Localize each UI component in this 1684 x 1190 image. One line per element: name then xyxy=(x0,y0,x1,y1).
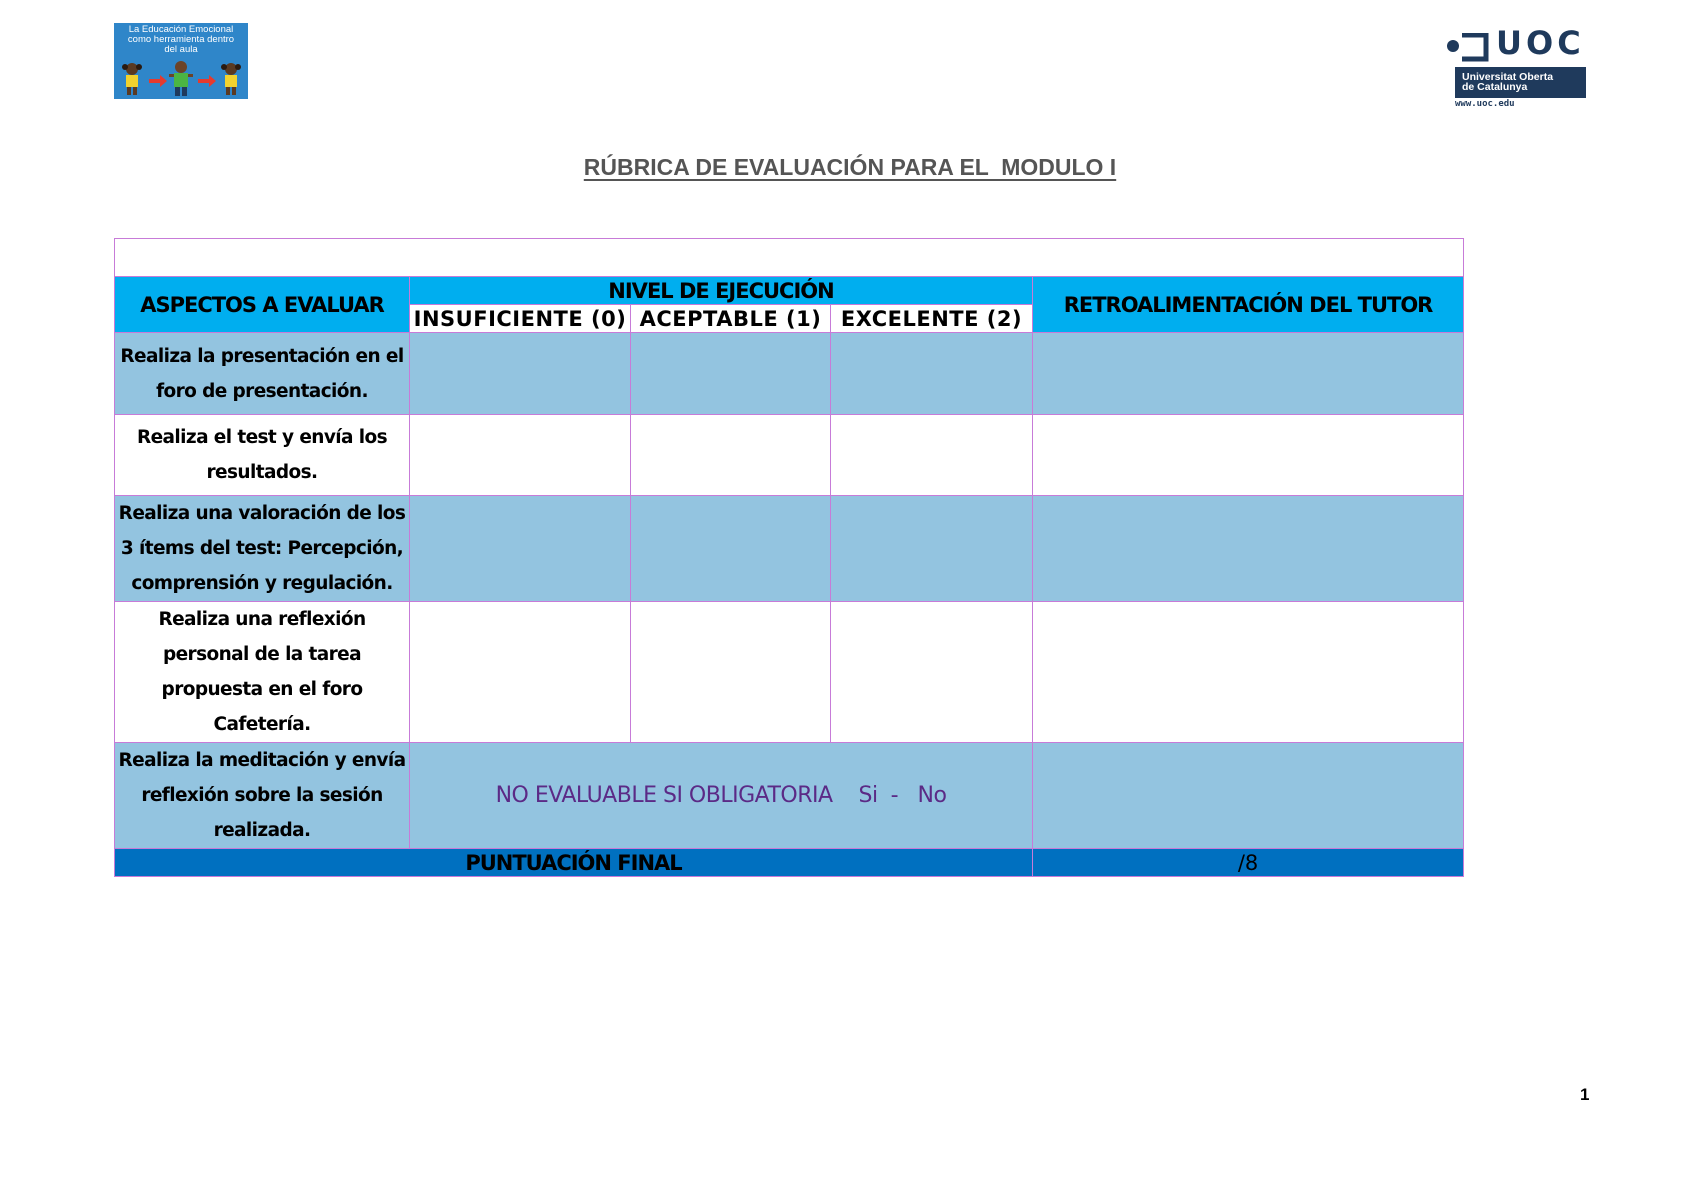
score-cell-excelente[interactable] xyxy=(831,496,1033,602)
course-logo-line-3: del aula xyxy=(164,44,198,55)
score-cell-insuficiente[interactable] xyxy=(410,415,631,496)
aspect-cell: Realiza una reflexión personal de la tarea propuesta en el foro Cafetería. xyxy=(115,602,410,743)
uoc-wordmark: UOC xyxy=(1496,24,1585,62)
uoc-name-line-1: Universitat Oberta xyxy=(1462,71,1554,83)
uoc-url: www.uoc.edu xyxy=(1455,99,1515,109)
course-logo-line-2: como herramienta dentro xyxy=(127,34,235,45)
aspect-cell: Realiza la presentación en el foro de presentación. xyxy=(115,333,410,415)
score-cell-aceptable[interactable] xyxy=(631,415,831,496)
header-level: NIVEL DE EJECUCIÓN xyxy=(410,277,1033,305)
feedback-cell[interactable] xyxy=(1033,743,1464,849)
score-cell-aceptable[interactable] xyxy=(631,496,831,602)
document-title: RÚBRICA DE EVALUACIÓN PARA EL MODULO I xyxy=(583,154,1117,180)
score-cell-insuficiente[interactable] xyxy=(410,333,631,415)
score-cell-insuficiente[interactable] xyxy=(410,496,631,602)
score-cell-insuficiente[interactable] xyxy=(410,602,631,743)
table-row xyxy=(115,496,1464,602)
feedback-cell[interactable] xyxy=(1033,602,1464,743)
table-row xyxy=(115,415,1464,496)
aspect-cell: Realiza la meditación y envía reflexión sobre la sesión realizada. xyxy=(115,743,410,849)
table-row xyxy=(115,602,1464,743)
table-row xyxy=(115,333,1464,415)
score-cell-aceptable[interactable] xyxy=(631,602,831,743)
course-logo-line-1: La Educación Emocional xyxy=(128,24,234,35)
uoc-logo xyxy=(1446,24,1586,114)
score-cell-excelente[interactable] xyxy=(831,602,1033,743)
header-row xyxy=(115,277,1464,305)
final-score-value: /8 xyxy=(1033,849,1464,877)
course-logo-text xyxy=(114,23,248,55)
score-cell-aceptable[interactable] xyxy=(631,333,831,415)
page-number: 1 xyxy=(1580,1085,1590,1104)
header-level-aceptable: ACEPTABLE (1) xyxy=(631,305,831,333)
header-level-insuficiente: INSUFICIENTE (0) xyxy=(410,305,631,333)
uoc-mark-icon xyxy=(1446,33,1492,63)
uoc-name-line-2: de Catalunya xyxy=(1462,81,1528,93)
feedback-cell[interactable] xyxy=(1033,333,1464,415)
children-illustration-icon xyxy=(114,59,248,99)
final-score-label: PUNTUACIÓN FINAL xyxy=(115,849,1033,877)
table-row xyxy=(115,743,1464,849)
final-score-row xyxy=(115,849,1464,877)
blank-top-row xyxy=(115,239,1464,277)
feedback-cell[interactable] xyxy=(1033,415,1464,496)
header-level-excelente: EXCELENTE (2) xyxy=(831,305,1033,333)
header-feedback: RETROALIMENTACIÓN DEL TUTOR xyxy=(1033,277,1464,333)
not-evaluable-note: NO EVALUABLE SI OBLIGATORIA Si - No xyxy=(410,743,1033,849)
score-cell-excelente[interactable] xyxy=(831,333,1033,415)
rubric-table xyxy=(114,238,1464,877)
blank-top-cell xyxy=(115,239,1464,277)
score-cell-excelente[interactable] xyxy=(831,415,1033,496)
header-aspects: ASPECTOS A EVALUAR xyxy=(115,277,410,333)
aspect-cell: Realiza el test y envía los resultados. xyxy=(115,415,410,496)
feedback-cell[interactable] xyxy=(1033,496,1464,602)
uoc-name-box xyxy=(1455,67,1586,98)
aspect-cell: Realiza una valoración de los 3 ítems del test: Percepción, comprensión y regulación. xyxy=(115,496,410,602)
course-logo xyxy=(114,23,248,99)
